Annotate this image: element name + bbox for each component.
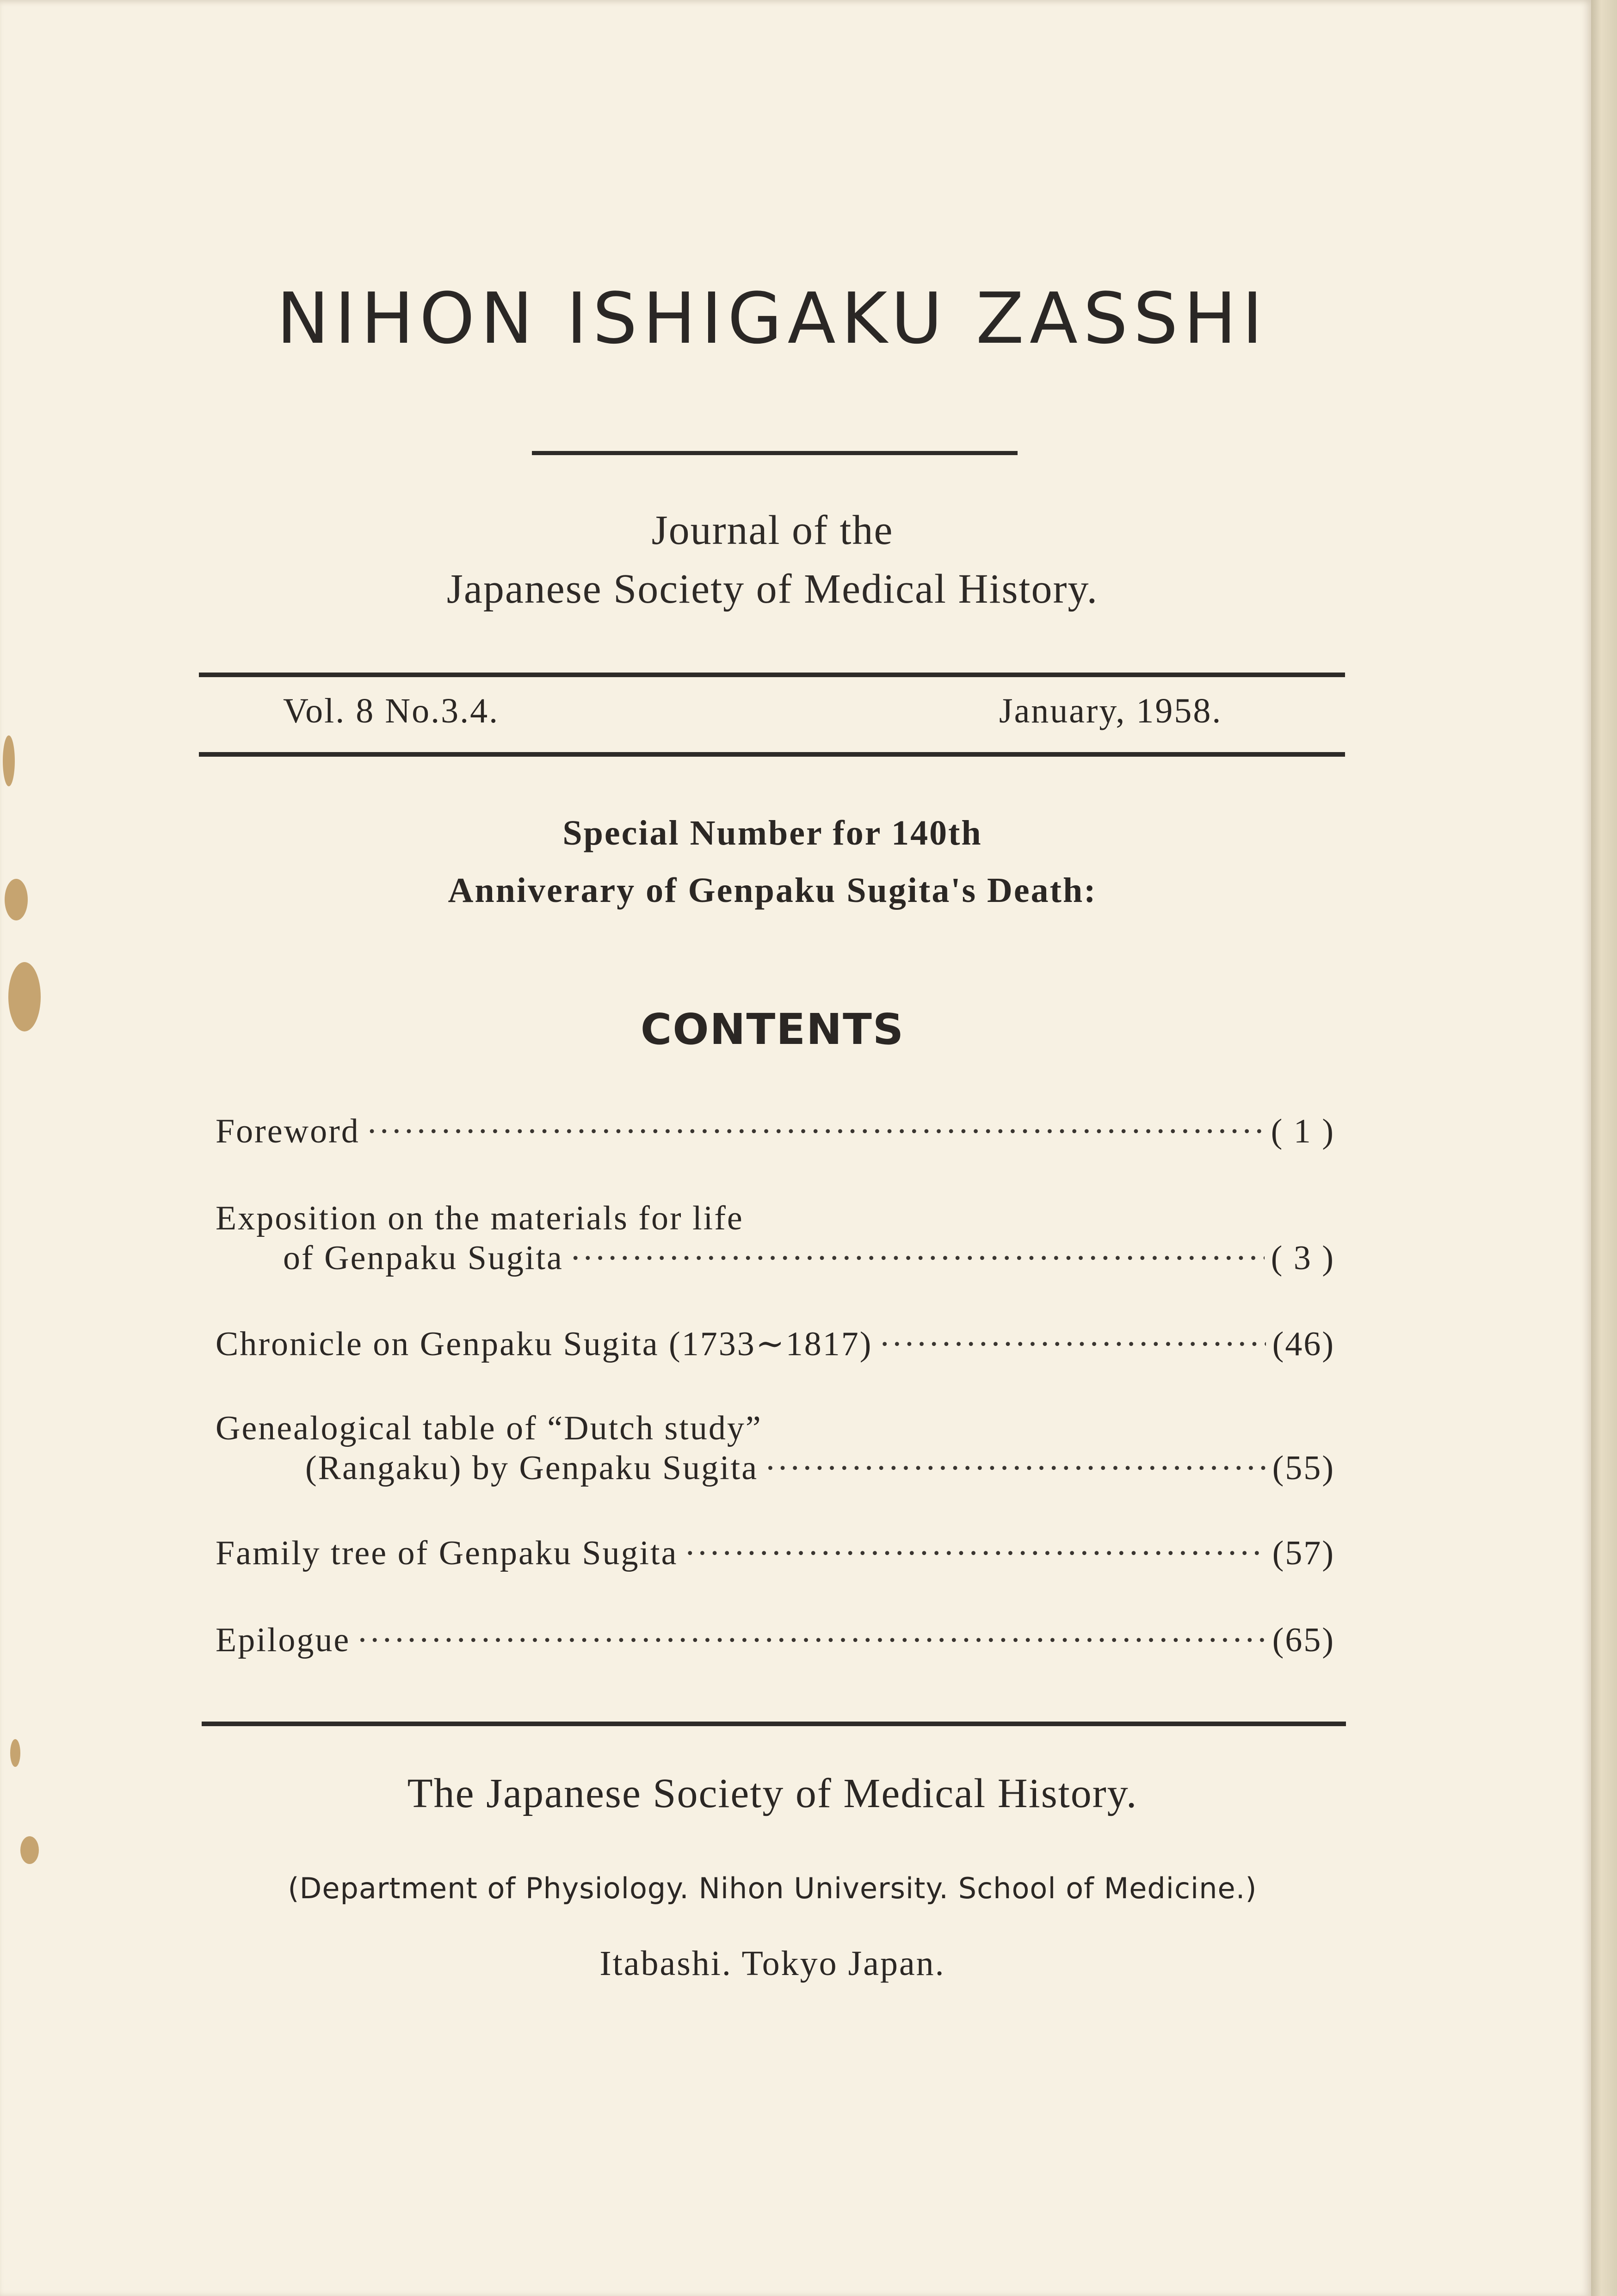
special-number-line2: Anniverary of Genpaku Sugita's Death: <box>448 871 1097 910</box>
toc-entry-title: Epilogue <box>216 1621 351 1659</box>
dot-leader <box>366 1112 1265 1151</box>
issue-volume: Vol. 8 No.3.4. <box>283 691 500 730</box>
special-number-line1: Special Number for 140th <box>562 814 982 852</box>
contents-heading: CONTENTS <box>640 1005 905 1054</box>
toc-entry-page: (46) <box>1272 1325 1335 1363</box>
publisher-name: The Japanese Society of Medical History. <box>407 1771 1138 1816</box>
journal-subtitle-line1: Journal of the <box>651 507 894 553</box>
toc-entry-chronicle <box>216 1324 1335 1364</box>
toc-entry-genealogical-title-line1: Genealogical table of “Dutch study” <box>216 1409 762 1447</box>
toc-entry-family-tree <box>216 1534 1335 1573</box>
journal-title: NIHON ISHIGAKU ZASSHI <box>276 278 1269 359</box>
toc-entry-page: ( 3 ) <box>1271 1239 1335 1277</box>
toc-entry-page: (57) <box>1272 1534 1335 1572</box>
toc-entry-epilogue <box>216 1621 1335 1660</box>
toc-entry-title: Family tree of Genpaku Sugita <box>216 1534 678 1572</box>
issue-top-rule <box>199 673 1345 677</box>
dot-leader <box>765 1449 1266 1488</box>
dot-leader <box>570 1239 1265 1278</box>
issue-date: January, 1958. <box>999 691 1222 730</box>
toc-entry-title: Chronicle on Genpaku Sugita (1733∼1817) <box>216 1325 873 1363</box>
stain-mark <box>20 1836 39 1864</box>
toc-entry-page: (65) <box>1272 1621 1335 1659</box>
stain-mark <box>10 1739 20 1767</box>
page-edge <box>1591 0 1617 2296</box>
journal-subtitle-line2: Japanese Society of Medical History. <box>446 566 1099 612</box>
dot-leader <box>357 1621 1266 1660</box>
stain-mark <box>3 735 15 786</box>
dot-leader <box>879 1325 1265 1364</box>
dot-leader <box>684 1534 1265 1573</box>
toc-entry-exposition <box>283 1239 1335 1278</box>
issue-bottom-rule <box>199 752 1345 757</box>
toc-entry-genealogical <box>305 1449 1335 1488</box>
toc-entry-title: of Genpaku Sugita <box>283 1239 563 1277</box>
publisher-department: (Department of Physiology. Nihon University. School of Medicine.) <box>288 1871 1257 1905</box>
publisher-city: Itabashi. Tokyo Japan. <box>599 1944 945 1983</box>
toc-entry-exposition-title-line1: Exposition on the materials for life <box>216 1199 744 1237</box>
footer-rule <box>202 1722 1346 1726</box>
toc-entry-title: Foreword <box>216 1112 360 1150</box>
toc-entry-page: ( 1 ) <box>1271 1112 1335 1150</box>
toc-entry-title: (Rangaku) by Genpaku Sugita <box>305 1449 759 1487</box>
toc-entry-page: (55) <box>1272 1449 1335 1487</box>
title-divider <box>532 451 1018 455</box>
toc-entry-foreword <box>216 1112 1335 1151</box>
